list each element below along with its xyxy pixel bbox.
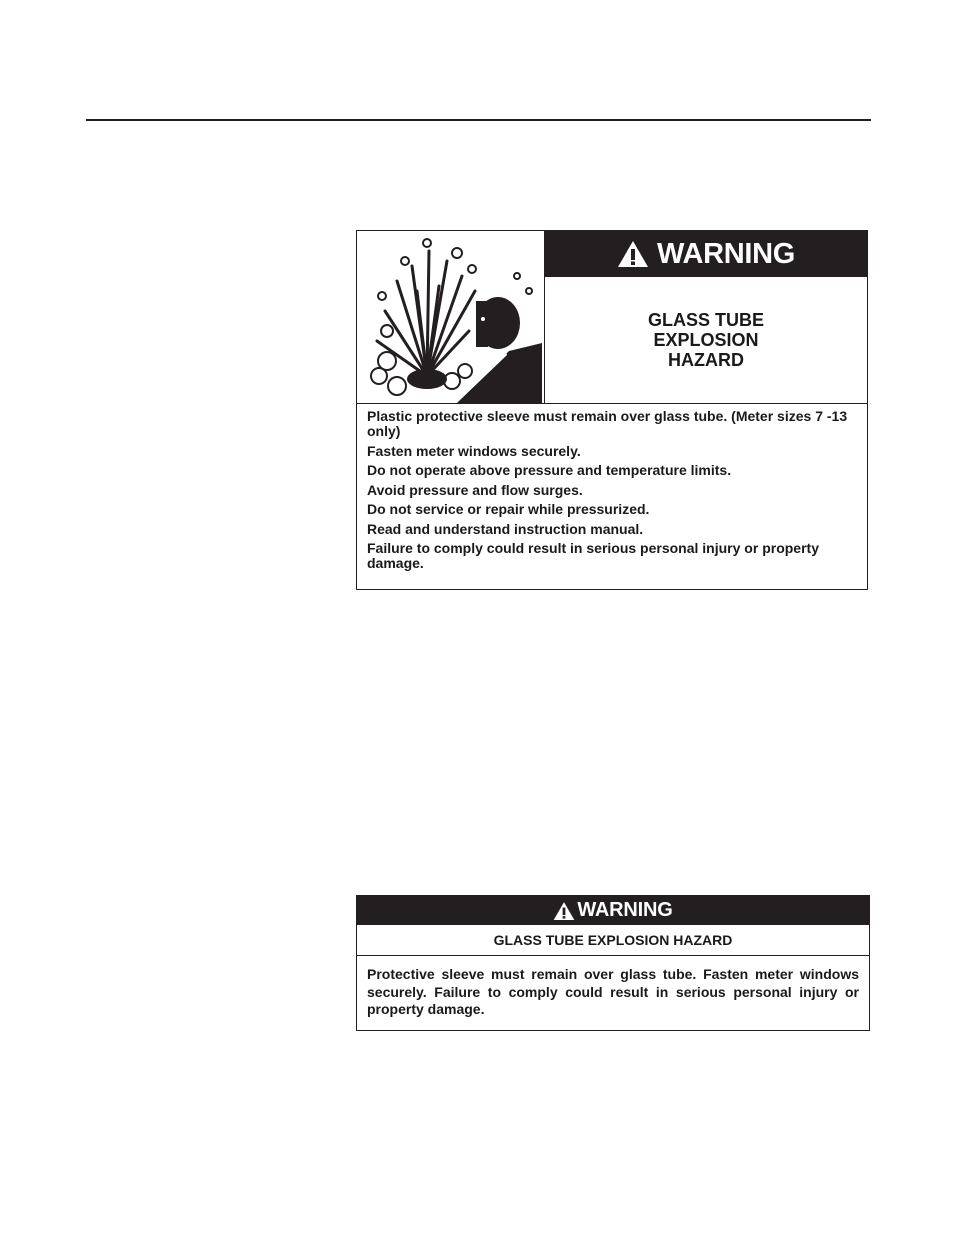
warning-signal-bar	[357, 896, 869, 925]
safety-message: Avoid pressure and flow surges.	[367, 481, 583, 498]
hazard-title-line: EXPLOSION	[653, 330, 759, 350]
safety-message: Read and understand instruction manual.	[367, 520, 644, 537]
hazard-title: GLASS TUBE EXPLOSION HAZARD	[357, 925, 869, 956]
header-rule	[86, 119, 871, 121]
safety-message: Fasten meter windows securely.	[367, 442, 581, 459]
safety-message-list	[367, 409, 857, 576]
hazard-title-line: HAZARD	[668, 350, 744, 370]
hazard-title	[545, 277, 867, 403]
safety-alert-triangle-icon	[617, 240, 649, 268]
safety-message: Do not operate above pressure and temperature limits.	[367, 462, 732, 478]
glass-explosion-pictogram-icon	[357, 231, 545, 403]
safety-message: Protective sleeve must remain over glass tube. Fasten meter windows securely. Failure to comply could result in serious personal injury or property damage.	[367, 966, 859, 1017]
warning-label-small	[356, 895, 870, 1031]
safety-message: Failure to comply could result in serious personal injury or property damage.	[367, 540, 819, 571]
hazard-title-line: GLASS TUBE	[647, 310, 764, 330]
safety-alert-triangle-icon	[553, 901, 575, 921]
warning-signal-bar	[545, 231, 867, 277]
safety-message: Do not service or repair while pressurized.	[367, 501, 650, 517]
warning-label-large	[356, 230, 868, 590]
signal-word: WARNING	[577, 899, 673, 921]
signal-word: WARNING	[656, 237, 796, 270]
safety-message: Plastic protective sleeve must remain over glass tube. (Meter sizes 7 -13 only)	[367, 408, 848, 439]
label-divider	[357, 403, 867, 404]
